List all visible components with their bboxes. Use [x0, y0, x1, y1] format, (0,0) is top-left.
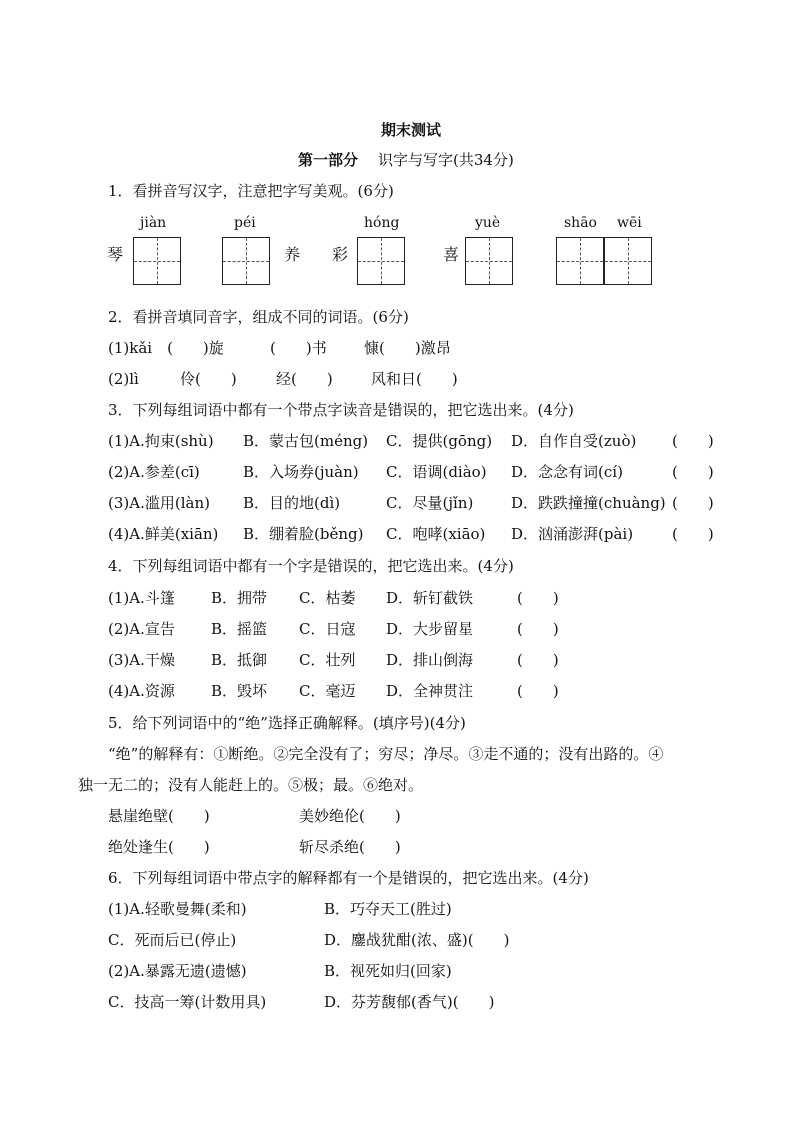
writing-box-4[interactable] — [465, 237, 513, 285]
q5-stem: 5．给下列词语中的“绝”选择正确解释。(填序号)(4分) — [108, 714, 466, 732]
page-title: 期末测试 — [381, 121, 442, 139]
q4-r2-a: (2)A.宣告 — [108, 620, 175, 638]
q4-r4-ans: ( ) — [517, 682, 559, 700]
q4-r3-b: B．抵御 — [211, 651, 268, 669]
q3-r1-d: D．自作自受(zuò) — [511, 432, 637, 450]
char-xi: 喜 — [443, 245, 460, 264]
q4-r2-c: C．日寇 — [299, 620, 356, 638]
pinyin-6: wēi — [617, 215, 642, 231]
q3-r2-ans: ( ) — [672, 463, 714, 481]
q6-stem: 6．下列每组词语中带点字的解释都有一个是错误的，把它选出来。(4分) — [108, 869, 589, 887]
pinyin-4: yuè — [475, 215, 501, 231]
q3-r4-d: D．汹涌澎湃(pài) — [511, 525, 634, 543]
q4-r4-c: C．毫迈 — [299, 682, 356, 700]
q3-r3-b: B．目的地(dì) — [243, 494, 341, 512]
q3-r3-c: C．尽量(jǐn) — [386, 494, 474, 512]
q2-l1-c: 慷( )激昂 — [364, 339, 451, 357]
q4-r3-ans: ( ) — [517, 651, 559, 669]
q4-r1-d: D．斩钉截铁 — [386, 589, 474, 607]
q3-r2-b: B．入场券(juàn) — [243, 463, 359, 481]
q2-l1-a: (1)kǎi ( )旋 — [108, 339, 224, 357]
q5-item-1: 悬崖绝壁( ) — [108, 807, 210, 825]
char-cai: 彩 — [332, 245, 349, 264]
q2-l2-b: 伶( ) — [180, 370, 237, 388]
writing-box-5[interactable] — [556, 237, 604, 285]
writing-box-2[interactable] — [222, 237, 270, 285]
q1-stem: 1．看拼音写汉字，注意把字写美观。(6分) — [108, 182, 394, 200]
char-qin: 琴 — [107, 245, 124, 264]
q4-r1-ans: ( ) — [517, 589, 559, 607]
q4-r2-b: B．摇篮 — [211, 620, 268, 638]
q4-r1-c: C．枯萎 — [299, 589, 356, 607]
q6-r1-b: B．巧夺天工(胜过) — [324, 900, 452, 918]
q3-r2-d: D．念念有词(cí) — [511, 463, 623, 481]
writing-box-1[interactable] — [133, 237, 181, 285]
q5-explain-2: 独一无二的；没有人能赶上的。⑤极；最。⑥绝对。 — [78, 776, 424, 794]
q3-r1-c: C．提供(gōng) — [386, 432, 493, 450]
q3-r4-c: C．咆哮(xiāo) — [386, 525, 486, 543]
q3-r3-d: D．跌跌撞撞(chuàng) — [511, 494, 666, 512]
q4-r3-c: C．壮列 — [299, 651, 356, 669]
writing-box-6[interactable] — [604, 237, 652, 285]
q4-r4-b: B．毁坏 — [211, 682, 268, 700]
part-title: 识字与写字(共34分) — [378, 151, 514, 169]
q4-r1-a: (1)A.斗篷 — [108, 589, 175, 607]
q4-r3-a: (3)A.干燥 — [108, 651, 175, 669]
q2-l2-d: 风和日( ) — [371, 370, 458, 388]
q3-r4-ans: ( ) — [672, 525, 714, 543]
char-yang: 养 — [284, 245, 301, 264]
q4-r4-d: D．全神贯注 — [386, 682, 474, 700]
q4-r2-ans: ( ) — [517, 620, 559, 638]
q2-l2-c: 经( ) — [276, 370, 333, 388]
q6-r2-a: C．死而后已(停止) — [108, 931, 237, 949]
q4-r3-d: D．排山倒海 — [386, 651, 474, 669]
q6-r4-b: D．芬芳馥郁(香气)( ) — [324, 993, 495, 1011]
q5-item-3: 绝处逢生( ) — [108, 838, 210, 856]
q4-r2-d: D．大步留星 — [386, 620, 474, 638]
q4-r4-a: (4)A.资源 — [108, 682, 175, 700]
q3-r1-ans: ( ) — [672, 432, 714, 450]
pinyin-3: hóng — [364, 215, 400, 231]
q3-stem: 3．下列每组词语中都有一个带点字读音是错误的，把它选出来。(4分) — [108, 401, 574, 419]
q2-l2-a: (2)lì — [108, 370, 139, 388]
q6-r3-a: (2)A.暴露无遗(遗憾) — [108, 962, 247, 980]
q6-r1-a: (1)A.轻歌曼舞(柔和) — [108, 900, 247, 918]
pinyin-1: jiàn — [140, 215, 167, 231]
q5-item-2: 美妙绝伦( ) — [299, 807, 401, 825]
part-label: 第一部分 — [298, 151, 359, 169]
q4-r1-b: B．拥带 — [211, 589, 268, 607]
q3-r3-ans: ( ) — [672, 494, 714, 512]
q5-item-4: 斩尽杀绝( ) — [299, 838, 401, 856]
writing-box-3[interactable] — [357, 237, 405, 285]
q4-stem: 4．下列每组词语中都有一个字是错误的，把它选出来。(4分) — [108, 557, 514, 575]
q6-r4-a: C．技高一筹(计数用具) — [108, 993, 267, 1011]
q3-r1-b: B．蒙古包(méng) — [243, 432, 369, 450]
q2-stem: 2．看拼音填同音字，组成不同的词语。(6分) — [108, 308, 409, 326]
q5-explain-1: “绝”的解释有：①断绝。②完全没有了；穷尽；净尽。③走不通的；没有出路的。④ — [108, 745, 664, 763]
q3-r4-b: B．绷着脸(běng) — [243, 525, 364, 543]
pinyin-5: shāo — [564, 215, 597, 231]
q2-l1-b: ( )书 — [270, 339, 327, 357]
q3-r3-a: (3)A.滥用(làn) — [108, 494, 210, 512]
q3-r1-a: (1)A.拘束(shù) — [108, 432, 214, 450]
q6-r3-b: B．视死如归(回家) — [324, 962, 452, 980]
q3-r4-a: (4)A.鲜美(xiān) — [108, 525, 219, 543]
q6-r2-b: D．鏖战犹酣(浓、盛)( ) — [324, 931, 510, 949]
q3-r2-c: C．语调(diào) — [386, 463, 487, 481]
q3-r2-a: (2)A.参差(cī) — [108, 463, 200, 481]
pinyin-2: péi — [234, 215, 256, 231]
